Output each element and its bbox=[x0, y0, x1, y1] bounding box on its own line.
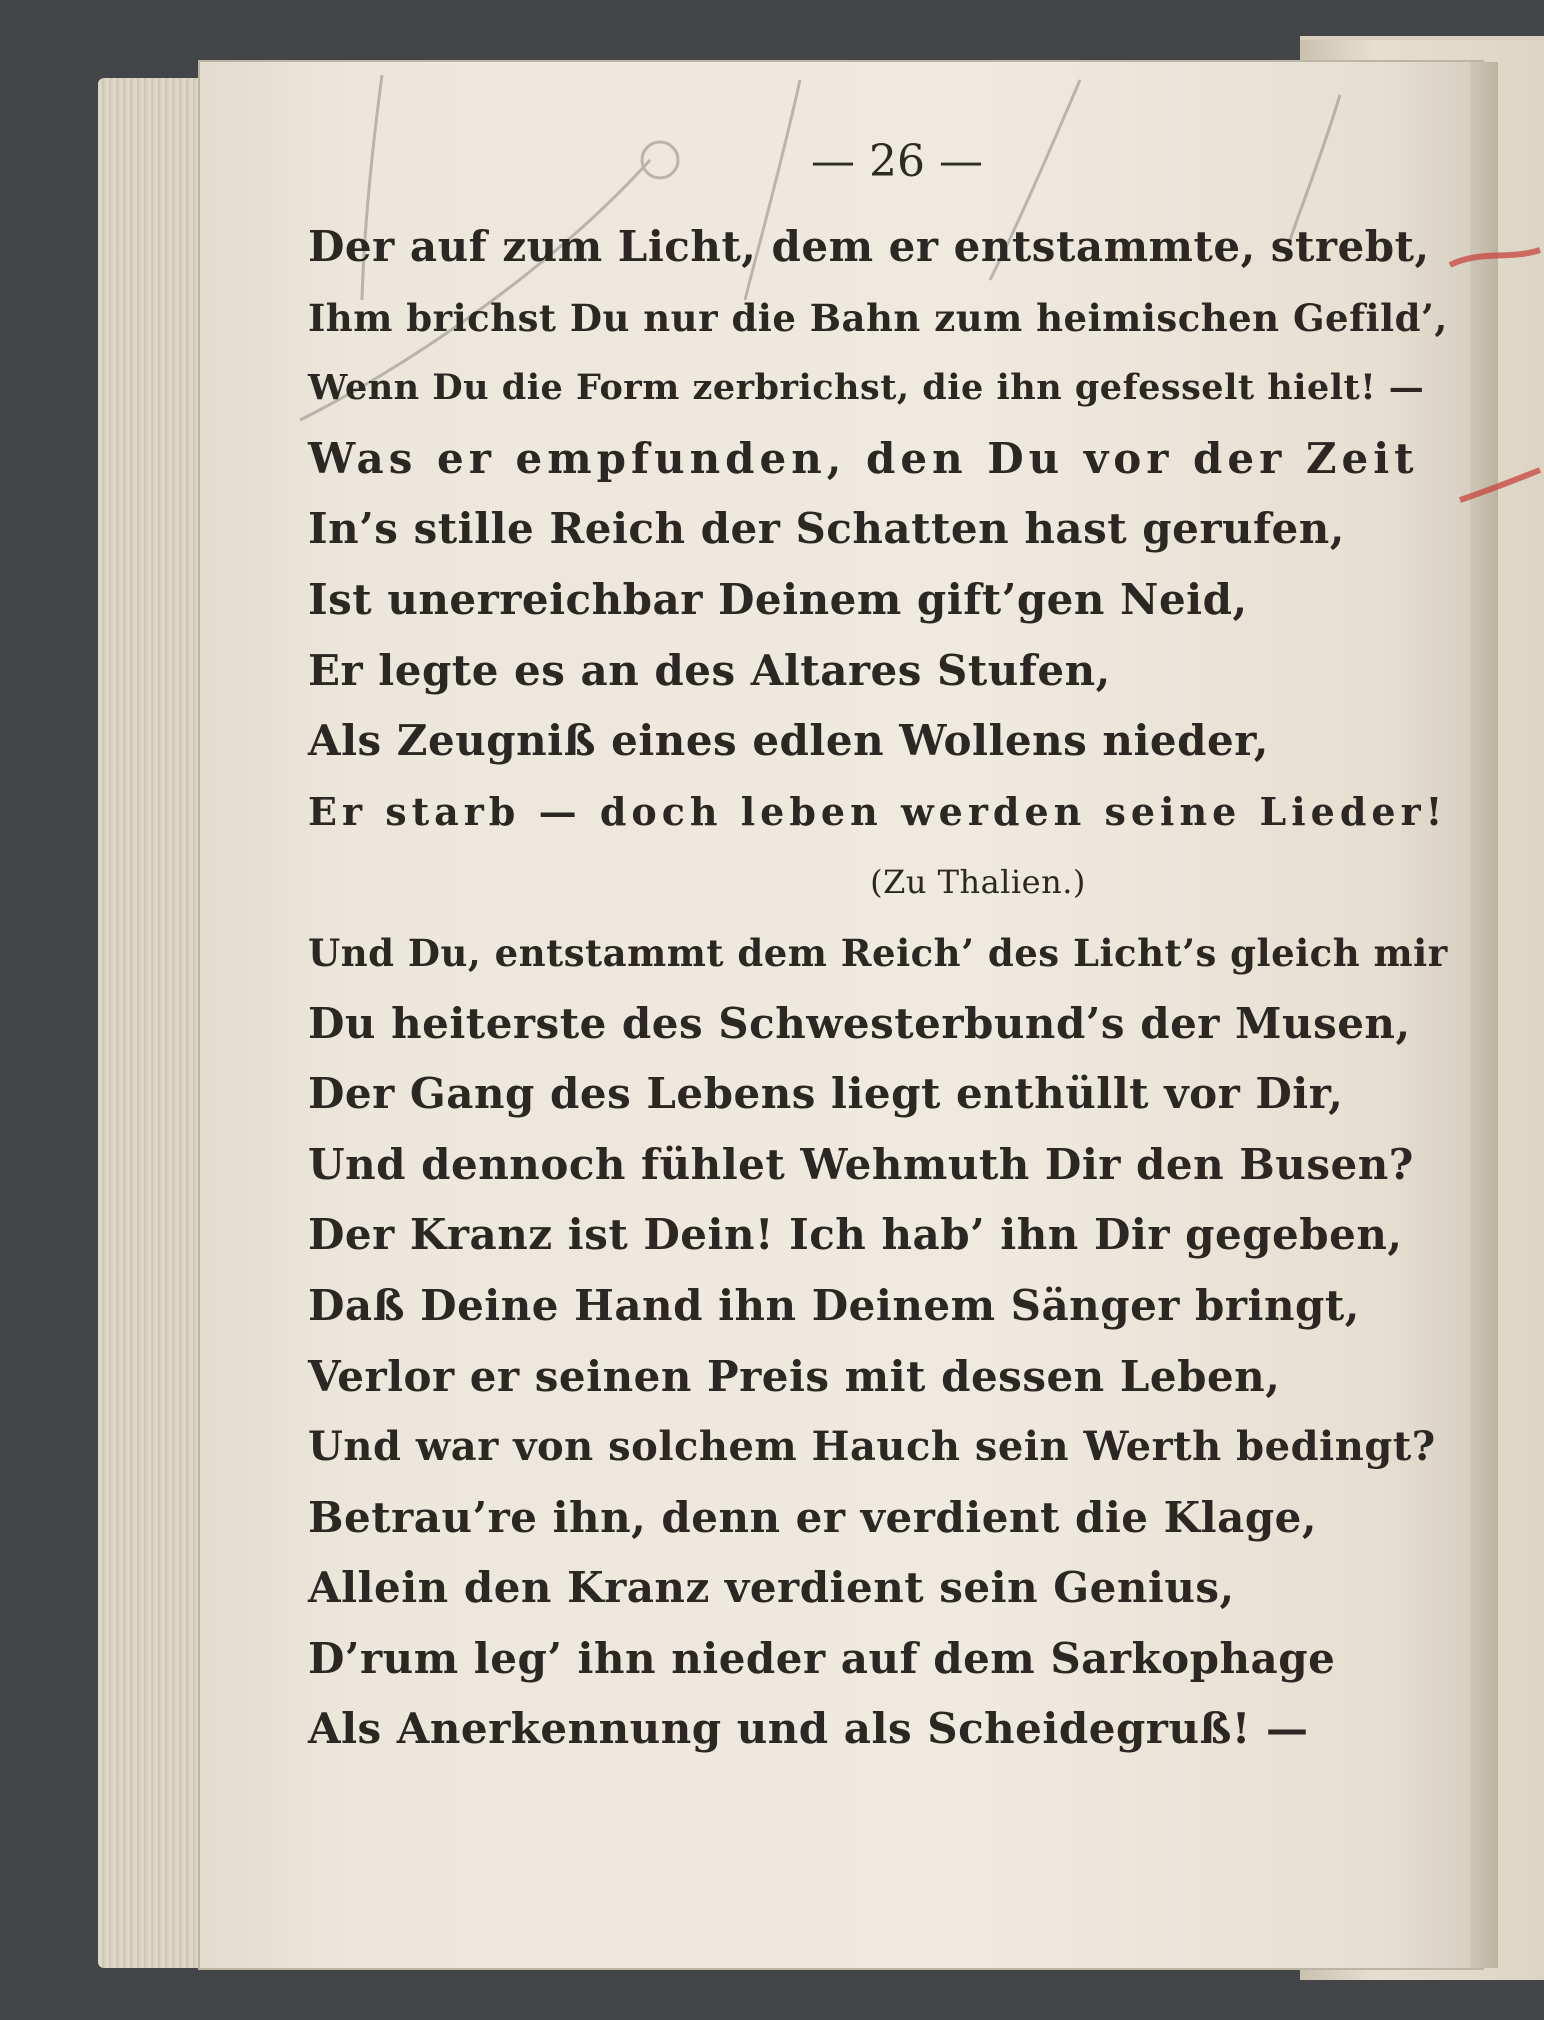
poem-line: Wenn Du die Form zerbrichst, die ihn gefesselt hielt! — bbox=[308, 367, 1425, 409]
poem-line: Er legte es an des Altares Stufen, bbox=[308, 645, 1111, 695]
poem-line: Und Du, entstammt dem Reich’ des Licht’s gleich mir bbox=[308, 930, 1448, 975]
poem-line: Du heiterste des Schwesterbund’s der Musen, bbox=[308, 998, 1411, 1048]
page-number: — 26 — bbox=[811, 136, 983, 187]
poem-line: Und dennoch fühlet Wehmuth Dir den Busen? bbox=[308, 1139, 1414, 1189]
poem-line: Ist unerreichbar Deinem gift’gen Neid, bbox=[308, 574, 1248, 624]
poem-line: In’s stille Reich der Schatten hast gerufen, bbox=[308, 504, 1345, 554]
poem-line: Betrau’re ihn, denn er verdient die Klage, bbox=[308, 1492, 1318, 1542]
poem-line: Allein den Kranz verdient sein Genius, bbox=[308, 1563, 1235, 1613]
poem-line: Als Zeugniß eines edlen Wollens nieder, bbox=[308, 716, 1269, 766]
poem-line: Er starb — doch leben werden seine Lieder! bbox=[308, 788, 1448, 834]
poem-line: Daß Deine Hand ihn Deinem Sänger bringt, bbox=[308, 1280, 1360, 1330]
poem-line: Was er empfunden, den Du vor der Zeit bbox=[308, 433, 1419, 483]
poem-line: Der Kranz ist Dein! Ich hab’ ihn Dir gegeben, bbox=[308, 1210, 1403, 1260]
stage-direction: (Zu Thalien.) bbox=[870, 863, 1086, 902]
book-gutter bbox=[1470, 62, 1498, 1968]
poem-line: Als Anerkennung und als Scheidegruß! — bbox=[308, 1704, 1309, 1754]
poem-line: Der Gang des Lebens liegt enthüllt vor Dir, bbox=[308, 1069, 1344, 1119]
poem-line: Und war von solchem Hauch sein Werth bedingt? bbox=[308, 1423, 1436, 1471]
poem-line: Der auf zum Licht, dem er entstammte, strebt, bbox=[308, 222, 1430, 271]
poem-line: Verlor er seinen Preis mit dessen Leben, bbox=[308, 1351, 1281, 1401]
poem-line: Ihm brichst Du nur die Bahn zum heimischen Gefild’, bbox=[308, 295, 1448, 340]
poem-line: D’rum leg’ ihn nieder auf dem Sarkophage bbox=[308, 1633, 1336, 1683]
poem-text bbox=[308, 212, 1448, 1765]
